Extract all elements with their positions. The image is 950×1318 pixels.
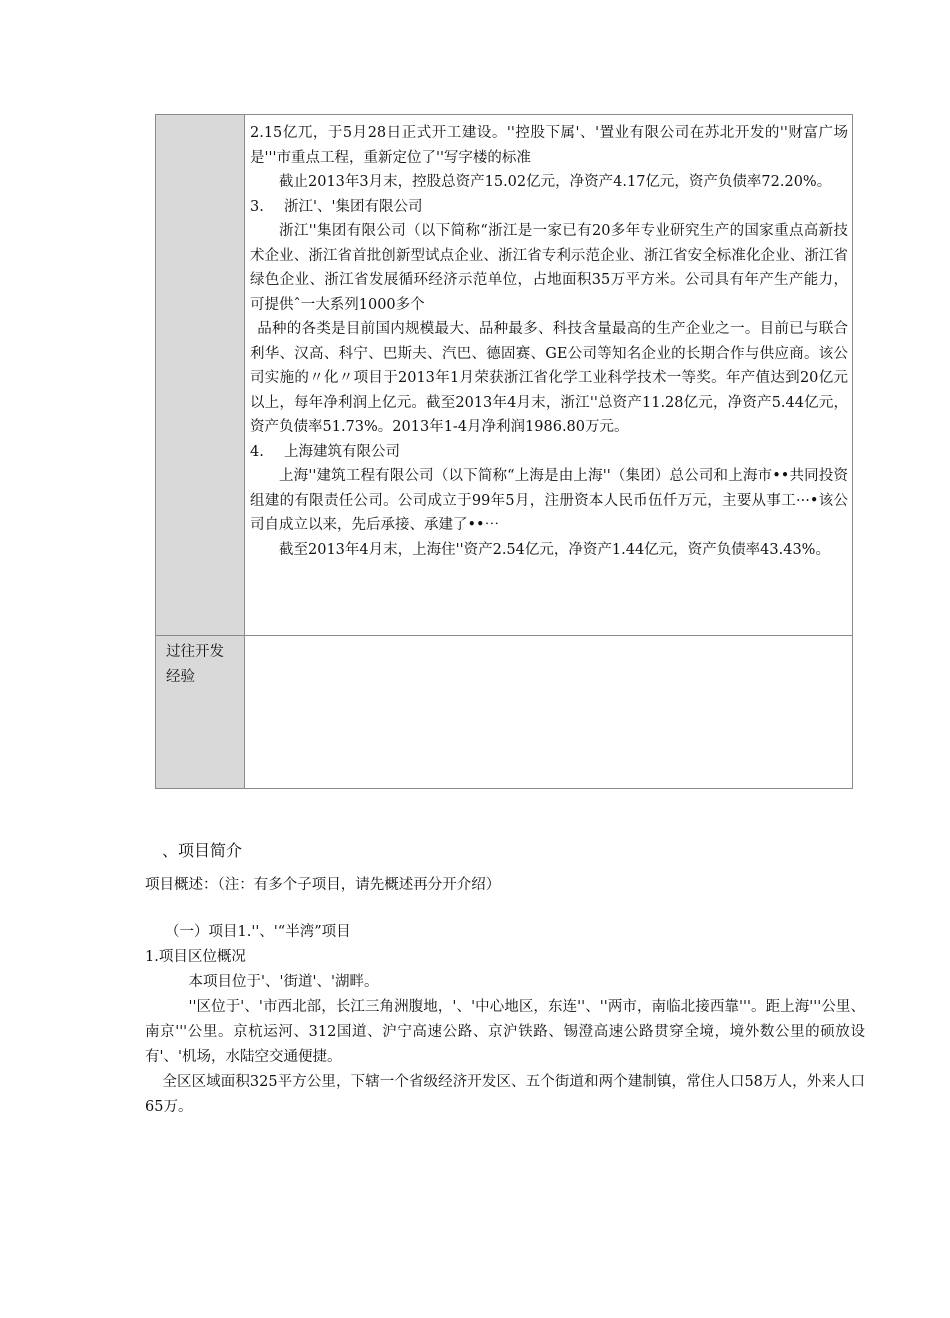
row-label [156,115,245,635]
paragraph: 截止2013年3月末，控股总资产15.02亿元，净资产4.17亿元，资产负债率72.20%。 [279,174,832,190]
table-row [156,115,852,635]
past-experience-cell [245,636,852,788]
row-label-past-experience: 过往开发经验 [156,636,245,788]
section-title: 、项目简介 [162,841,243,860]
paragraph: 本项目位于'、'街道'、'湖畔。 [188,974,379,990]
paragraph: 上海''建筑工程有限公司（以下简称“上海是由上海''（集团）总公司和上海市••共同投资组建的有限责任公司。公司成立于99年5月，注册资本人民币伍仟万元，主要从事工···•该公司自成立以来，先后承接、承建了••⋯ [250,468,848,533]
location-body [145,970,865,1120]
company-details-cell [245,115,852,635]
paragraph: 品种的各类是目前国内规模最大、品种最多、科技含量最高的生产企业之一。目前已与联合利华、汉高、科宁、巴斯夫、汽巴、德固赛、GE公司等知名企业的长期合作与供应商。该公司实施的〃化〃项目于2013年1月荣获浙江省化学工业科学技术一等奖。年产值达到20亿元以上，每年净利润上亿元。截至2013年4月末，浙江''总资产11.28亿元，净资产5.44亿元，资产负债率51.73%。2013年1-4月净利润1986.80万元。 [250,321,848,435]
item-number: 4. [250,443,264,460]
item-number: 3. [250,198,264,215]
subproject-title: （一）项目1.''、'“半湾”项目 [165,924,351,940]
item-heading [250,195,848,220]
paragraph: ''区位于'、'市西北部，长江三角洲腹地，'、'中心地区，东连''、''两市，南临北接西靠'''。距上海'''公里、南京'''公里。京杭运河、312国道、沪宁高速公路、京沪铁路、锡澄高速公路贯穿全境，境外数公里的硕放设有'、'机场，水陆空交通便捷。 [145,999,865,1065]
item-heading [250,440,848,465]
paragraph: 全区区域面积325平方公里，下辖一个省级经济开发区、五个街道和两个建制镇，常住人口58万人，外来人口65万。 [145,1074,865,1115]
paragraph: 截至2013年4月末，上海住''资产2.54亿元，净资产1.44亿元，资产负债率43.43%。 [279,541,830,558]
item-title: 上海建筑有限公司 [284,443,400,460]
paragraph: 2.15亿兀，于5月28日正式开工建设。''控股下属'、'置业有限公司在苏北开发的''财富广场是'''市重点工程，重新定位了''写字楼的标准 [250,125,848,166]
overview: 项目概述：（注：有多个子项目，请先概述再分开介绍） [145,877,501,893]
table-row [156,635,852,788]
company-info-table [155,114,853,789]
item-title: 浙江'、'集团有限公司 [284,198,423,215]
location-heading: 1.项目区位概况 [145,949,246,965]
paragraph: 浙江''集团有限公司（以下简称“浙江是一家已有20多年专业研究生产的国家重点高新技术企业、浙江省首批创新型试点企业、浙江省专利示范企业、浙江省安全标准化企业、浙江省绿色企业、浙江省发展循环经济示范单位，占地面积35万平方米。公司具有年产生产能力，可提供ˆ一大系列1000多个 [250,223,848,313]
